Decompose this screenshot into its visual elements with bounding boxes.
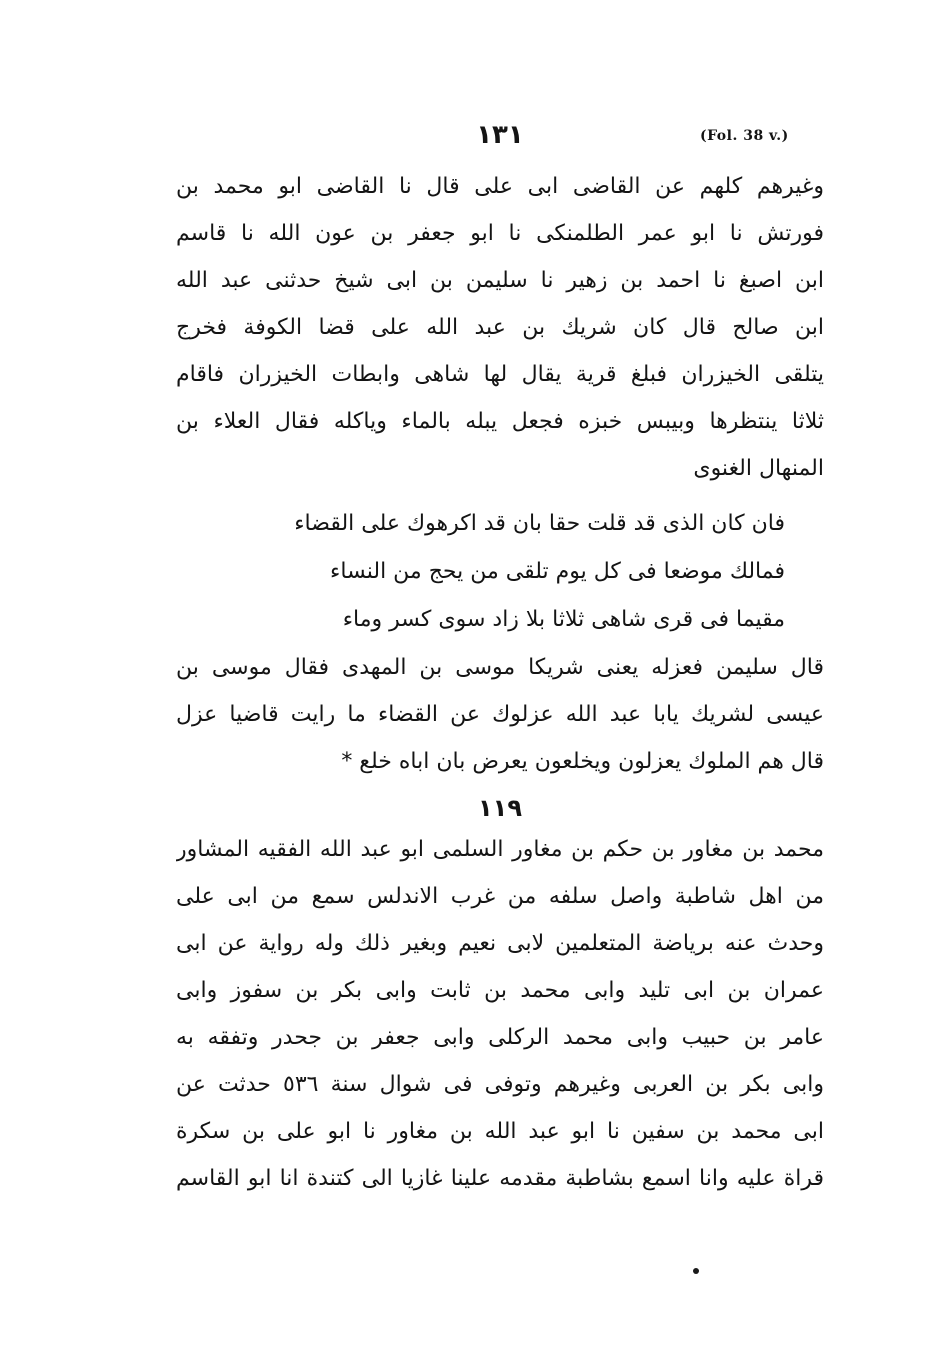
- verse-line: فان كان الذى قد قلت حقا بان قد اكرهوك على القضاء: [294, 511, 785, 536]
- paragraph-1: [176, 163, 824, 492]
- text-line: يتلقى الخيزران فبلغ قرية يقال لها شاهى وابطات الخيزران فاقام: [176, 362, 824, 387]
- text-line: قال سليمن فعزله يعنى شريكا موسى بن المهدى فقال موسى بن: [176, 655, 824, 680]
- text-line: من اهل شاطبة واصل سلفه من غرب الاندلس سمع من ابى على: [176, 884, 824, 909]
- text-line: المنهال الغنوى: [693, 456, 824, 481]
- text-line: فورتش نا ابو عمر الطلمنكى نا ابو جعفر بن عون الله نا قاسم: [176, 221, 824, 246]
- text-line: ابن اصبغ نا احمد بن زهير نا سليمن بن ابى شيخ حدثنى عبد الله: [176, 268, 824, 293]
- page-number: ١٣١: [476, 120, 524, 150]
- text-line: وغيرهم كلهم عن القاضى ابى على قال نا القاضى ابو محمد بن: [176, 174, 824, 199]
- paragraph-2: [176, 644, 824, 785]
- page-header: [0, 120, 941, 160]
- text-line: وحدث عنه برياضة المتعلمين لابى نعيم وبغير ذلك وله رواية عن ابى: [176, 931, 824, 956]
- text-line: عيسى لشريك يابا عبد الله عزلوك عن القضاء ما رايت قاضيا عزل: [176, 702, 824, 727]
- text-line: قال هم الملوك يعزلون ويخلعون يعرض بان اباه خلع *: [341, 749, 824, 774]
- text-line: وابى بكر بن العربى وغيرهم وتوفى فى شوال سنة ٥٣٦ حدثت عن: [176, 1072, 824, 1097]
- text-line: عمران بن ابى تليد وابى محمد بن ثابت وابى بكر بن سفوز وابى: [176, 978, 824, 1003]
- verse-line: مقيما فى قرى شاهى ثلاثا بلا زاد سوى كسر وماء: [342, 607, 785, 632]
- text-line: ثلاثا ينتظرها وبيبس خبزه فجعل يبله بالماء وياكله فقال العلاء بن: [176, 409, 824, 434]
- ink-dot-mark: [693, 1268, 699, 1274]
- text-line: ابن صالح قال كان شريك بن عبد الله على قضا الكوفة فخرج: [176, 315, 824, 340]
- text-line: قراة عليه وانا اسمع بشاطبة مقدمه علينا غازيا الى كتندة انا ابو القاسم: [176, 1166, 824, 1191]
- verse-line: فمالك موضعا فى كل يوم تلقى من يحج من النساء: [330, 559, 785, 584]
- poem-verses: [230, 500, 785, 644]
- folio-reference: (Fol. 38 v.): [700, 128, 789, 144]
- text-line: عامر بن حبيب وابى محمد الركلى وابى جعفر بن جحدر وتفقه به: [176, 1025, 824, 1050]
- entry-number: ١١٩: [478, 794, 522, 822]
- text-line: محمد بن مغاور بن حكم بن مغاور السلمى ابو عبد الله الفقيه المشاور: [176, 837, 824, 862]
- text-line: ابى محمد بن سفين نا ابو عبد الله بن مغاور نا ابو على بن سكرة: [176, 1119, 824, 1144]
- paragraph-3: [176, 826, 824, 1202]
